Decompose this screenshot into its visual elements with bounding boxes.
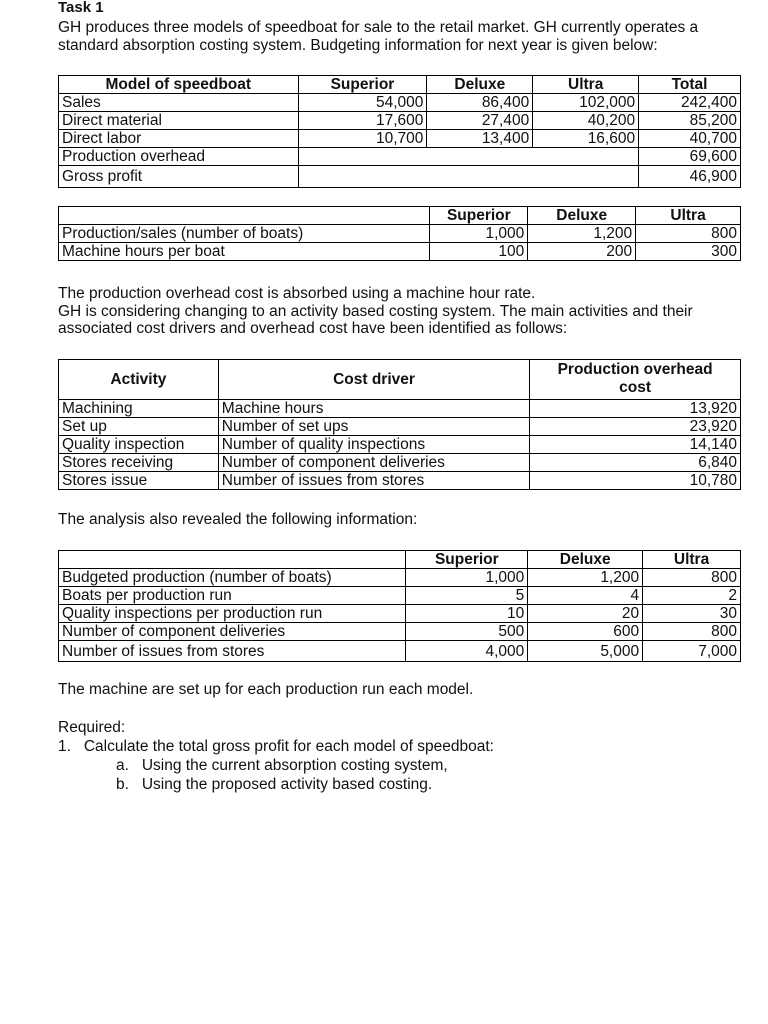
cell-value: 4: [528, 587, 643, 605]
task-title: Task 1: [58, 0, 104, 16]
empty-cell: [298, 166, 639, 188]
row-label: Quality inspections per production run: [59, 605, 406, 623]
row-label: Gross profit: [59, 166, 299, 188]
cell-value: 800: [643, 623, 741, 641]
column-header: Production overhead cost: [530, 359, 741, 399]
column-header: Ultra: [636, 207, 741, 225]
table-row: [59, 243, 741, 261]
table-row: [59, 641, 741, 662]
table-row: [59, 417, 741, 435]
required-item-1: 1. Calculate the total gross profit for each model of speedboat:: [58, 737, 494, 755]
cell-value: 10,700: [298, 130, 427, 148]
column-header: [59, 207, 430, 225]
cell-value: 46,900: [639, 166, 741, 188]
row-label: Budgeted production (number of boats): [59, 569, 406, 587]
cell-value: 7,000: [643, 641, 741, 662]
activity-cell: Set up: [59, 417, 219, 435]
budget-table: [58, 75, 741, 188]
required-heading: Required:: [58, 718, 126, 736]
cell-value: 100: [430, 243, 528, 261]
column-header: Ultra: [643, 551, 741, 569]
cell-value: 4,000: [406, 641, 528, 662]
production-table: [58, 206, 741, 261]
cell-value: 40,700: [639, 130, 741, 148]
driver-cell: Machine hours: [218, 399, 529, 417]
cell-value: 1,200: [528, 569, 643, 587]
absorption-paragraph: The production overhead cost is absorbed using a machine hour rate.: [58, 285, 536, 302]
cell-value: 1,200: [528, 225, 636, 243]
table-row: [59, 569, 741, 587]
row-label: Boats per production run: [59, 587, 406, 605]
cell-value: 600: [528, 623, 643, 641]
table-row: [59, 112, 741, 130]
table-row: [59, 130, 741, 148]
row-label: Production overhead: [59, 148, 299, 166]
table-row: [59, 148, 741, 166]
analysis-table: [58, 550, 741, 662]
row-label: Machine hours per boat: [59, 243, 430, 261]
cell-value: 69,600: [639, 148, 741, 166]
table-row: [59, 399, 741, 417]
document-page: [58, 0, 758, 794]
cost-cell: 13,920: [530, 399, 741, 417]
column-header: Deluxe: [528, 207, 636, 225]
activity-cell: Stores receiving: [59, 453, 219, 471]
activity-cell: Stores issue: [59, 471, 219, 489]
table-header-row: [59, 207, 741, 225]
row-label: Production/sales (number of boats): [59, 225, 430, 243]
cell-value: 20: [528, 605, 643, 623]
column-header: Superior: [298, 76, 427, 94]
cell-value: 800: [636, 225, 741, 243]
column-header: Activity: [59, 359, 219, 399]
cell-value: 1,000: [430, 225, 528, 243]
cell-value: 1,000: [406, 569, 528, 587]
cell-value: 85,200: [639, 112, 741, 130]
cell-value: 102,000: [533, 94, 639, 112]
cell-value: 86,400: [427, 94, 533, 112]
cell-value: 17,600: [298, 112, 427, 130]
row-label: Number of component deliveries: [59, 623, 406, 641]
cell-value: 200: [528, 243, 636, 261]
cell-value: 500: [406, 623, 528, 641]
cost-cell: 23,920: [530, 417, 741, 435]
driver-cell: Number of quality inspections: [218, 435, 529, 453]
row-label: Direct material: [59, 112, 299, 130]
table-row: [59, 94, 741, 112]
cell-value: 10: [406, 605, 528, 623]
column-header: [59, 551, 406, 569]
table-row: [59, 435, 741, 453]
driver-cell: Number of set ups: [218, 417, 529, 435]
cost-cell: 10,780: [530, 471, 741, 489]
cell-value: 300: [636, 243, 741, 261]
cell-value: 13,400: [427, 130, 533, 148]
cell-value: 2: [643, 587, 741, 605]
table-header-row: [59, 359, 741, 399]
cost-cell: 6,840: [530, 453, 741, 471]
cell-value: 54,000: [298, 94, 427, 112]
table-row: [59, 166, 741, 188]
cell-value: 40,200: [533, 112, 639, 130]
activity-table: [58, 359, 741, 490]
driver-cell: Number of component deliveries: [218, 453, 529, 471]
column-header: Superior: [406, 551, 528, 569]
row-label: Number of issues from stores: [59, 641, 406, 662]
column-header: Total: [639, 76, 741, 94]
activity-cell: Quality inspection: [59, 435, 219, 453]
required-section: [58, 718, 758, 794]
table-header-row: [59, 76, 741, 94]
cell-value: 800: [643, 569, 741, 587]
activity-cell: Machining: [59, 399, 219, 417]
table-header-row: [59, 551, 741, 569]
table-row: [59, 225, 741, 243]
cell-value: 242,400: [639, 94, 741, 112]
cost-cell: 14,140: [530, 435, 741, 453]
cell-value: 16,600: [533, 130, 639, 148]
setup-note: The machine are set up for each production run each model.: [58, 681, 474, 698]
intro-paragraph: GH produces three models of speedboat for sale to the retail market. GH currently operates a standard absorption costing system. Budgeting information for next year is given below:: [58, 19, 699, 54]
abc-paragraph: GH is considering changing to an activity based costing system. The main activities and their associated cost drivers and overhead cost have been identified as follows:: [58, 302, 693, 337]
table-row: [59, 453, 741, 471]
driver-cell: Number of issues from stores: [218, 471, 529, 489]
column-header: Cost driver: [218, 359, 529, 399]
table-row: [59, 623, 741, 641]
cell-value: 5,000: [528, 641, 643, 662]
column-header: Deluxe: [427, 76, 533, 94]
column-header: Superior: [430, 207, 528, 225]
cell-value: 30: [643, 605, 741, 623]
column-header: Model of speedboat: [59, 76, 299, 94]
table-row: [59, 605, 741, 623]
cell-value: 27,400: [427, 112, 533, 130]
analysis-paragraph: The analysis also revealed the following information:: [58, 510, 418, 528]
table-row: [59, 587, 741, 605]
cell-value: 5: [406, 587, 528, 605]
column-header: Ultra: [533, 76, 639, 94]
column-header: Deluxe: [528, 551, 643, 569]
row-label: Direct labor: [59, 130, 299, 148]
required-item-a: a. Using the current absorption costing system,: [116, 756, 448, 774]
required-item-b: b. Using the proposed activity based costing.: [116, 775, 433, 793]
empty-cell: [298, 148, 639, 166]
row-label: Sales: [59, 94, 299, 112]
table-row: [59, 471, 741, 489]
